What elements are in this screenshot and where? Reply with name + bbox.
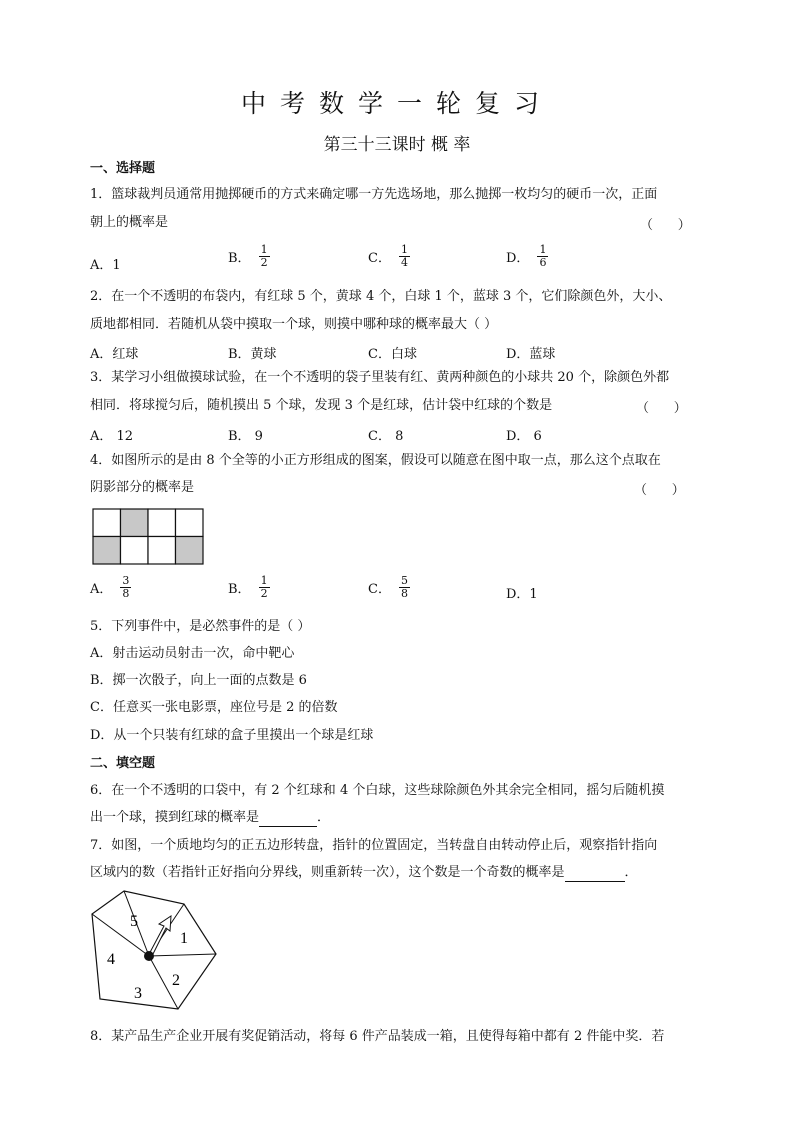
q2-option-b: B．黄球: [228, 347, 277, 362]
q2-text-line1: 2．在一个不透明的布袋内，有红球 5 个，黄球 4 个，白球 1 个，蓝球 3 个，它们除颜色外，大小、: [90, 289, 672, 304]
grid-cell-shaded: [176, 537, 204, 565]
page-title: 中考数学一轮复习: [240, 89, 553, 118]
q1-option-b: [228, 244, 270, 269]
q1-option-c: [368, 244, 410, 269]
q7-text-line2-end: ．: [624, 865, 638, 880]
q7-text-line2-stem: 区域内的数（若指针正好指向分界线，则重新转一次），这个数是一个奇数的概率是: [90, 865, 565, 880]
q2-option-c: C．白球: [368, 347, 417, 362]
q4-option-b-fraction: [259, 575, 270, 600]
q1-text-line1: 1．篮球裁判员通常用抛掷硬币的方式来确定哪一方先选场地，那么抛掷一枚均匀的硬币一次，正面: [90, 187, 658, 202]
fraction-numerator: 3: [122, 574, 130, 587]
spinner-label-3: 3: [134, 985, 142, 1002]
q8-text-line1: 8．某产品生产企业开展有奖促销活动，将每 6 件产品装成一箱，且使得每箱中都有 2 件能中奖．若: [90, 1029, 665, 1044]
q1-option-d-prefix: D．: [506, 251, 530, 266]
q4-answer-paren: （ ）: [634, 483, 685, 498]
fraction-numerator: 1: [260, 574, 268, 587]
q1-option-b-fraction: [259, 244, 270, 269]
grid-cell: [121, 537, 149, 565]
q1-option-d-fraction: [537, 244, 548, 269]
q4-option-a: [90, 575, 131, 600]
q6-answer-blank[interactable]: [259, 812, 317, 827]
q1-option-a: A．1: [90, 258, 121, 273]
q4-square-grid-figure: [92, 508, 206, 566]
q4-option-b: [228, 575, 270, 600]
q5-option-c: C．任意买一张电影票，座位号是 2 的倍数: [90, 700, 338, 715]
q1-option-c-prefix: C．: [368, 251, 391, 266]
spinner-label-5: 5: [130, 913, 138, 930]
grid-cell-shaded: [93, 537, 121, 565]
q4-option-a-fraction: [120, 575, 131, 600]
q4-text-line2: 阴影部分的概率是: [90, 480, 195, 495]
q7-text-line1: 7．如图，一个质地均匀的正五边形转盘，指针的位置固定，当转盘自由转动停止后，观察指针指向: [90, 838, 658, 853]
page-subtitle: 第三十三课时 概 率: [323, 135, 471, 155]
q3-option-b: B． 9: [228, 429, 263, 444]
q1-option-c-fraction: [399, 244, 410, 269]
q7-text-line2: [90, 864, 638, 882]
grid-cell: [176, 509, 204, 537]
spinner-label-4: 4: [107, 951, 115, 968]
q2-text-line2: 质地都相同．若随机从袋中摸取一个球，则摸中哪种球的概率最大（ ）: [90, 317, 498, 332]
q4-option-d: D．1: [506, 587, 538, 602]
fraction-numerator: 1: [539, 243, 547, 256]
fraction-denominator: 2: [260, 256, 268, 269]
section-fill-heading: 二、填空题: [90, 756, 156, 771]
q2-option-a: A．红球: [90, 347, 139, 362]
q4-option-c-prefix: C．: [368, 582, 391, 597]
q1-option-d: [506, 244, 548, 269]
q4-option-b-prefix: B．: [228, 582, 251, 597]
q5-option-a: A．射击运动员射击一次，命中靶心: [90, 646, 295, 661]
q4-text-line1: 4．如图所示的是由 8 个全等的小正方形组成的图案，假设可以随意在图中取一点，那么这个点取在: [90, 453, 661, 468]
q4-option-c-fraction: [399, 575, 410, 600]
fraction-numerator: 5: [400, 574, 408, 587]
q1-text-line2: 朝上的概率是: [90, 215, 169, 230]
q2-option-d: D．蓝球: [506, 347, 556, 362]
section-choice-heading: 一、选择题: [90, 161, 156, 176]
q1-answer-paren: （ ）: [640, 218, 691, 233]
q6-text-line2-end: ．: [317, 810, 331, 825]
spinner-divider: [149, 954, 216, 956]
grid-cell-shaded: [121, 509, 149, 537]
fraction-denominator: 6: [539, 256, 547, 269]
fraction-denominator: 4: [400, 256, 408, 269]
grid-cell: [93, 509, 121, 537]
q3-option-d: D． 6: [506, 429, 542, 444]
q3-option-a: A． 12: [90, 429, 134, 444]
q3-answer-paren: （ ）: [636, 401, 687, 416]
q5-text-line1: 5．下列事件中，是必然事件的是（ ）: [90, 619, 311, 634]
q3-option-c: C． 8: [368, 429, 404, 444]
q6-text-line1: 6．在一个不透明的口袋中，有 2 个红球和 4 个白球，这些球除颜色外其余完全相同，摇匀后随机摸: [90, 783, 665, 798]
q3-text-line2: 相同．将球搅匀后，随机摸出 5 个球，发现 3 个是红球，估计袋中红球的个数是: [90, 398, 553, 413]
grid-cell: [148, 509, 176, 537]
q1-option-b-prefix: B．: [228, 251, 251, 266]
spinner-label-1: 1: [180, 930, 188, 947]
fraction-denominator: 2: [260, 587, 268, 600]
fraction-denominator: 8: [400, 587, 408, 600]
q7-pentagon-spinner-figure: [88, 888, 223, 1010]
fraction-numerator: 1: [260, 243, 268, 256]
spinner-label-2: 2: [172, 972, 180, 989]
q7-answer-blank[interactable]: [565, 867, 625, 882]
fraction-denominator: 8: [122, 587, 130, 600]
grid-cell: [148, 537, 176, 565]
spinner-pivot: [144, 951, 154, 961]
q3-text-line1: 3．某学习小组做摸球试验，在一个不透明的袋子里装有红、黄两种颜色的小球共 20 个，除颜色外都: [90, 370, 670, 385]
q4-option-c: [368, 575, 410, 600]
q4-option-a-prefix: A．: [90, 582, 113, 597]
q6-text-line2-stem: 出一个球，摸到红球的概率是: [90, 810, 260, 825]
q6-text-line2: [90, 809, 330, 827]
fraction-numerator: 1: [400, 243, 408, 256]
q5-option-b: B．掷一次骰子，向上一面的点数是 6: [90, 673, 307, 688]
q5-option-d: D．从一个只装有红球的盒子里摸出一个球是红球: [90, 728, 374, 743]
